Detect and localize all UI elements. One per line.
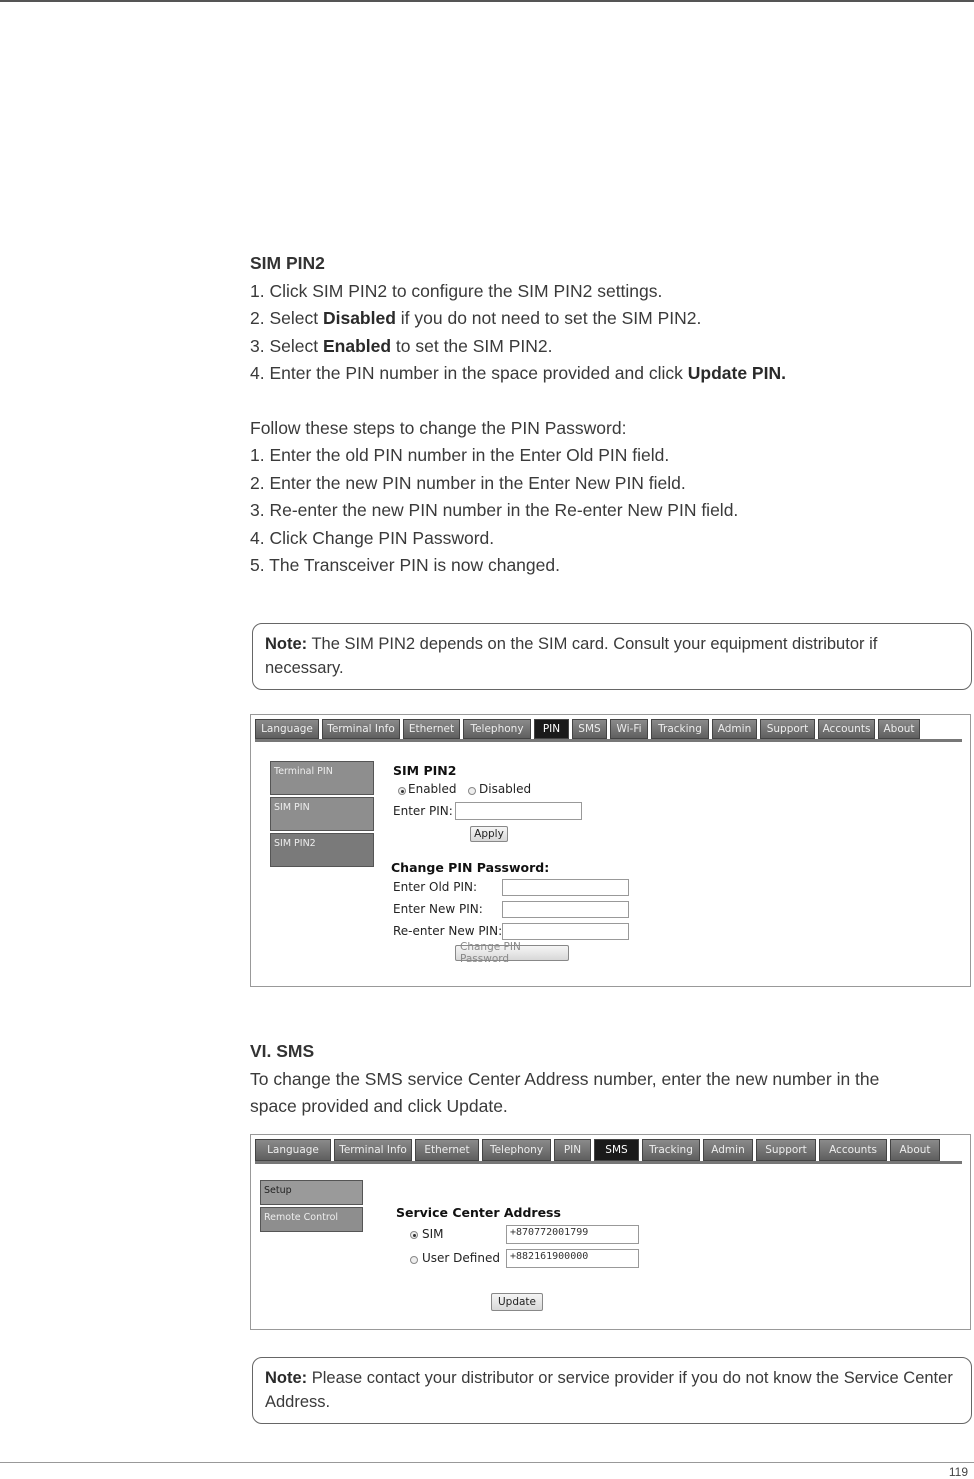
- sidebar-item-setup[interactable]: Setup: [260, 1180, 363, 1205]
- change-step-1: 1. Enter the old PIN number in the Enter Old PIN field.: [250, 445, 670, 465]
- tab-pin[interactable]: PIN: [554, 1139, 591, 1161]
- sim-pin2-heading: SIM PIN2: [250, 253, 325, 273]
- old-pin-label: Enter Old PIN:: [393, 880, 478, 894]
- user-defined-number-input[interactable]: +882161900000: [506, 1249, 639, 1268]
- tab-sms[interactable]: SMS: [572, 719, 607, 739]
- radio-user-defined[interactable]: [410, 1256, 418, 1264]
- radio-user-defined-label: User Defined: [422, 1251, 500, 1265]
- page-number: 119: [948, 1465, 968, 1479]
- bottom-rule: [0, 1462, 974, 1463]
- new-pin-input[interactable]: [502, 901, 629, 918]
- tab-bar: [255, 719, 962, 742]
- tab-about[interactable]: About: [890, 1139, 940, 1161]
- step-4: 4. Enter the PIN number in the space provided and click Update PIN.: [250, 363, 786, 383]
- step-3: 3. Select Enabled to set the SIM PIN2.: [250, 335, 553, 356]
- sms-instructions: [250, 1038, 970, 1121]
- tab-telephony[interactable]: Telephony: [482, 1139, 551, 1161]
- note-text: The SIM PIN2 depends on the SIM card. Consult your equipment distributor if necessary.: [265, 635, 878, 677]
- tab-accounts[interactable]: Accounts: [819, 1139, 887, 1161]
- radio-sim-label: SIM: [422, 1227, 444, 1241]
- tab-telephony[interactable]: Telephony: [463, 719, 531, 739]
- radio-sim[interactable]: [410, 1231, 418, 1239]
- radio-disabled-label: Disabled: [479, 782, 532, 796]
- sidebar-item-terminal-pin[interactable]: Terminal PIN: [270, 761, 374, 795]
- note-sim-pin2: [252, 623, 972, 690]
- note-label: Note:: [265, 635, 308, 653]
- old-pin-input[interactable]: [502, 879, 629, 896]
- reenter-pin-label: Re-enter New PIN:: [393, 924, 503, 938]
- update-button[interactable]: Update: [491, 1293, 543, 1311]
- tab-tracking[interactable]: Tracking: [651, 719, 709, 739]
- note-label: Note:: [265, 1369, 308, 1387]
- sidebar-item-sim-pin[interactable]: SIM PIN: [270, 797, 374, 831]
- change-pin-intro: Follow these steps to change the PIN Password:: [250, 417, 627, 438]
- step-1: 1. Click SIM PIN2 to configure the SIM PIN2 settings.: [250, 280, 663, 301]
- change-pin-title: Change PIN Password:: [391, 860, 550, 875]
- tab-sms[interactable]: SMS: [594, 1139, 639, 1161]
- tab-language[interactable]: Language: [255, 719, 319, 739]
- sms-settings-screenshot: [250, 1134, 971, 1330]
- change-step-3: 3. Re-enter the new PIN number in the Re-enter New PIN field.: [250, 500, 739, 520]
- sms-heading: VI. SMS: [250, 1041, 315, 1061]
- reenter-pin-input[interactable]: [502, 923, 629, 940]
- tab-bar: [255, 1139, 962, 1164]
- tab-accounts[interactable]: Accounts: [818, 719, 875, 739]
- enter-pin-input[interactable]: [455, 802, 582, 820]
- tab-support[interactable]: Support: [760, 719, 815, 739]
- tab-pin[interactable]: PIN: [534, 719, 569, 739]
- top-rule: [0, 0, 974, 2]
- sidebar-item-remote-control[interactable]: Remote Control: [260, 1207, 363, 1232]
- sms-paragraph-line-1: To change the SMS service Center Address number, enter the new number in the: [250, 1068, 880, 1089]
- tab-admin[interactable]: Admin: [712, 719, 757, 739]
- tab-tracking[interactable]: Tracking: [642, 1139, 700, 1161]
- sim-pin2-title: SIM PIN2: [393, 763, 457, 778]
- tab-wifi[interactable]: Wi-Fi: [610, 719, 648, 739]
- service-center-title: Service Center Address: [396, 1205, 561, 1220]
- tab-ethernet[interactable]: Ethernet: [415, 1139, 479, 1161]
- tab-admin[interactable]: Admin: [703, 1139, 753, 1161]
- tab-language[interactable]: Language: [255, 1139, 331, 1161]
- sim-pin2-instructions: [250, 250, 970, 580]
- step-2: 2. Select Disabled if you do not need to set the SIM PIN2.: [250, 308, 702, 328]
- sidebar-item-sim-pin2[interactable]: SIM PIN2: [270, 833, 374, 867]
- change-pin-password-button[interactable]: Change PIN Password: [455, 945, 569, 961]
- sim-number-input[interactable]: +870772001799: [506, 1225, 639, 1244]
- tab-terminal-info[interactable]: Terminal Info: [334, 1139, 412, 1161]
- tab-ethernet[interactable]: Ethernet: [403, 719, 460, 739]
- note-service-center: [252, 1357, 972, 1424]
- note-text: Please contact your distributor or service provider if you do not know the Service Center Address.: [265, 1369, 953, 1411]
- new-pin-label: Enter New PIN:: [393, 902, 483, 916]
- enter-pin-label: Enter PIN:: [393, 804, 453, 818]
- change-step-4: 4. Click Change PIN Password.: [250, 527, 495, 548]
- change-step-5: 5. The Transceiver PIN is now changed.: [250, 555, 560, 575]
- pin-settings-screenshot: [250, 714, 971, 987]
- change-step-2: 2. Enter the new PIN number in the Enter New PIN field.: [250, 472, 686, 493]
- radio-disabled[interactable]: [468, 787, 476, 795]
- radio-enabled-label: Enabled: [408, 782, 457, 796]
- tab-terminal-info[interactable]: Terminal Info: [322, 719, 400, 739]
- apply-button[interactable]: Apply: [470, 826, 508, 842]
- tab-about[interactable]: About: [878, 719, 920, 739]
- radio-enabled[interactable]: [398, 787, 406, 795]
- sms-paragraph-line-2: space provided and click Update.: [250, 1096, 508, 1116]
- tab-support[interactable]: Support: [756, 1139, 816, 1161]
